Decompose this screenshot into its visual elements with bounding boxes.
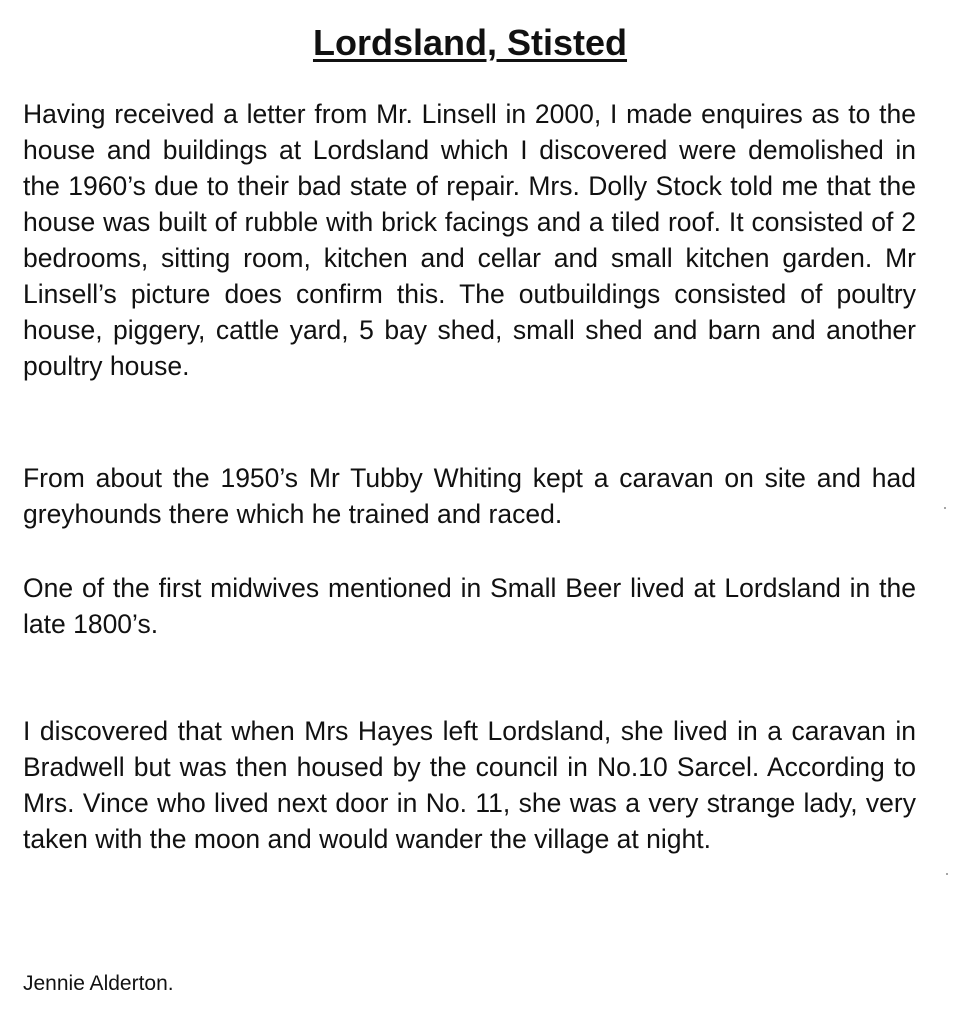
paragraph-midwives: One of the first midwives mentioned in Small Beer lived at Lordsland in the late 1800’s. — [23, 573, 916, 639]
paragraph-tubby-whiting: From about the 1950’s Mr Tubby Whiting kept a caravan on site and had greyhounds there which he trained and raced. — [23, 463, 916, 529]
scan-speck — [946, 873, 948, 875]
scan-speck — [944, 507, 946, 509]
paragraph-lordsland-buildings: Having received a letter from Mr. Linsell in 2000, I made enquires as to the house and buildings at Lordsland which I discovered were demolished in the 1960’s due to their bad state of repair. Mrs. Dolly Stock told me that the house was built of rubble with brick facings and a tiled roof. It consisted of 2 bedrooms, sitting room, kitchen and cellar and small kitchen garden. Mr Linsell’s picture does confirm this. The outbuildings consisted of poultry house, piggery, cattle yard, 5 bay shed, small shed and barn and another poultry house. — [23, 99, 916, 381]
signature: Jennie Alderton. — [23, 972, 174, 995]
paragraph-mrs-hayes: I discovered that when Mrs Hayes left Lordsland, she lived in a caravan in Bradwell but was then housed by the council in No.10 Sarcel. According to Mrs. Vince who lived next door in No. 11, she was a very strange lady, very taken with the moon and would wander the village at night. — [23, 716, 916, 854]
document-title: Lordsland, Stisted — [312, 22, 628, 63]
